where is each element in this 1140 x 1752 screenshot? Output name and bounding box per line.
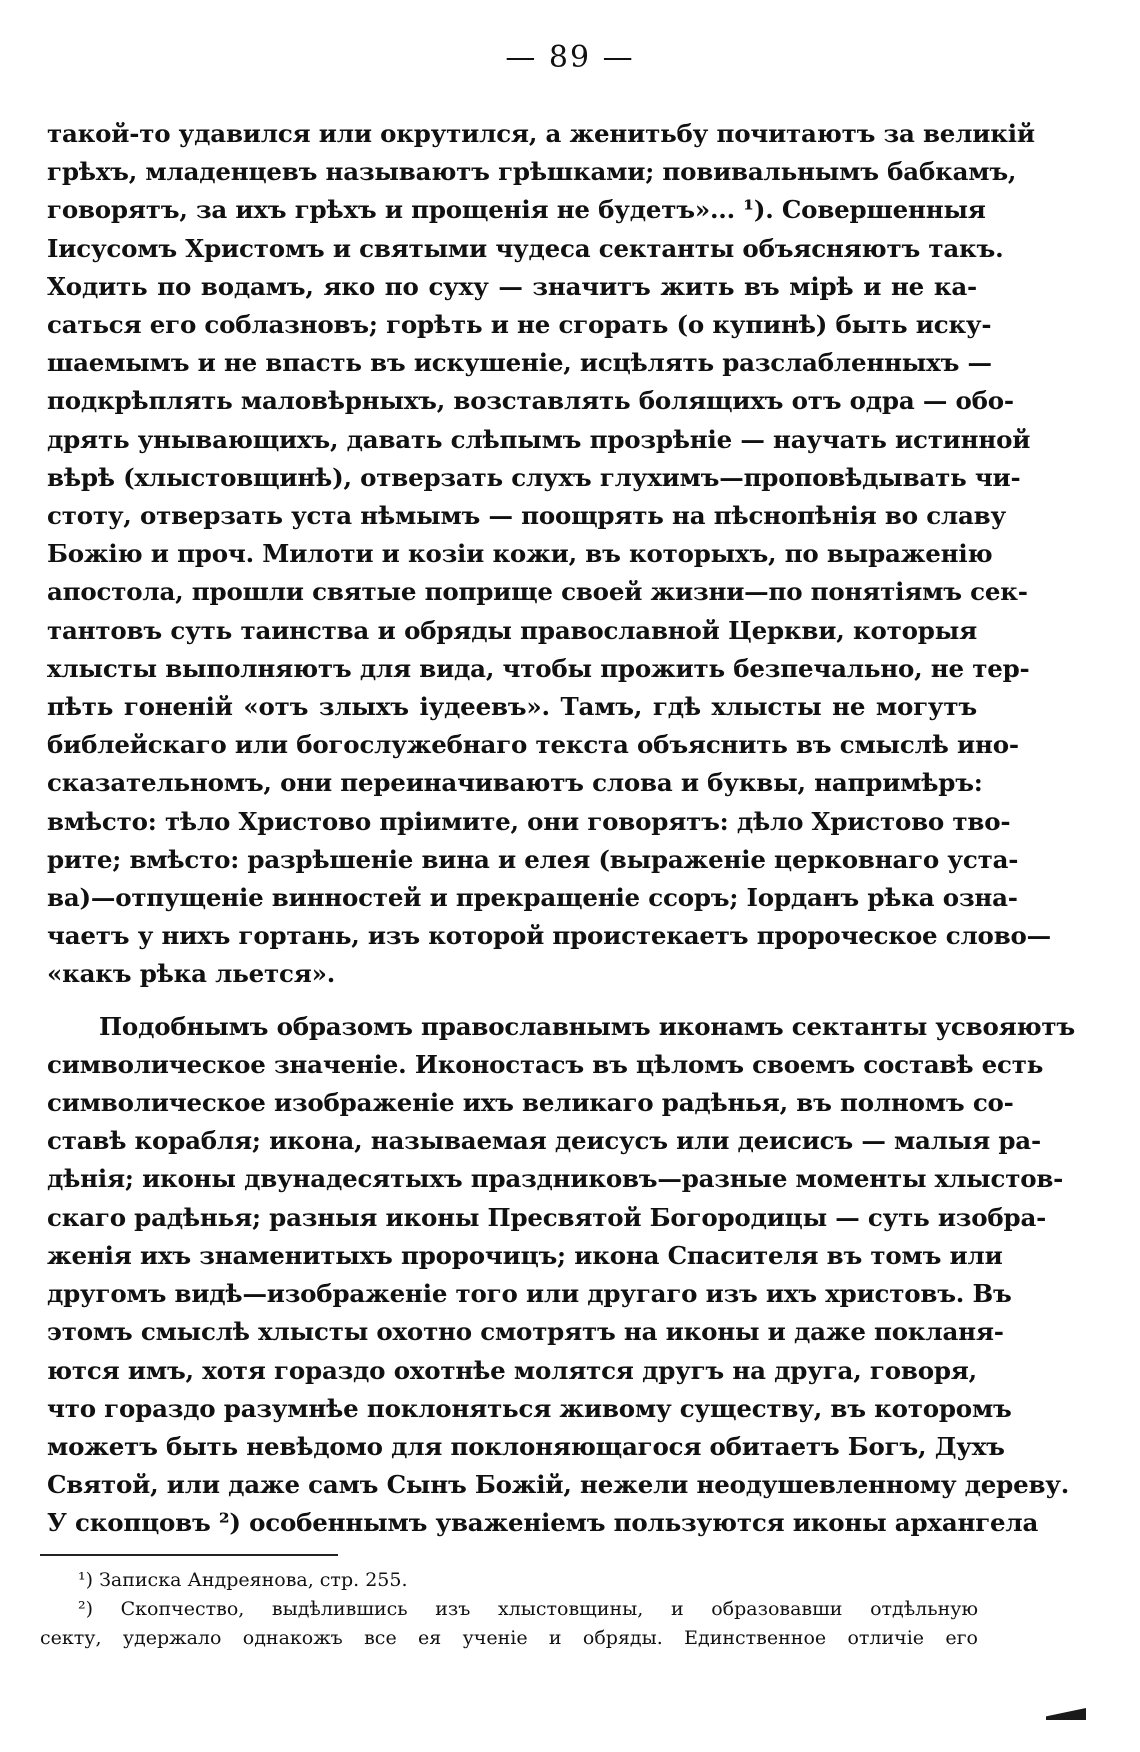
body-text — [47, 115, 1075, 1543]
page-number: — 89 — — [505, 40, 635, 75]
text-line: пѣть гоненій «отъ злыхъ іудеевъ». Тамъ, гдѣ хлысты не могутъ — [47, 692, 977, 722]
text-line: символическое изображеніе ихъ великаго радѣнья, въ полномъ со- — [47, 1088, 1014, 1118]
text-line: «какъ рѣка льется». — [47, 959, 336, 989]
text-line: стоту, отверзать уста нѣмымъ — поощрять на пѣснопѣнія во славу — [47, 501, 1006, 531]
text-line: такой-то удавился или окрутился, а женитьбу почитаютъ за великій — [47, 119, 1035, 148]
text-line: тантовъ суть таинства и обряды православной Церкви, которыя — [47, 615, 977, 645]
text-line: чаетъ у нихъ гортань, изъ которой проистекаетъ пророческое слово— — [47, 921, 1051, 951]
text-line: Подобнымъ образомъ православнымъ иконамъ сектанты усвояютъ — [99, 1011, 1075, 1041]
text-line: Ходить по водамъ, яко по суху — значитъ жить въ мірѣ и не ка- — [47, 271, 977, 301]
text-line: ются имъ, хотя гораздо охотнѣе молятся другъ на друга, говоря, — [47, 1355, 977, 1385]
text-line: саться его соблазновъ; горѣть и не сгорать (о купинѣ) быть иску- — [47, 310, 992, 340]
text-line: сказательномъ, они переиначиваютъ слова и буквы, напримѣръ: — [47, 768, 983, 798]
footnote-1: ¹) Записка Андреянова, стр. 255. — [78, 1569, 408, 1591]
footnote-divider — [40, 1554, 338, 1556]
text-line: говорятъ, за ихъ грѣхъ и прощенія не будетъ»... ¹). Совершенныя — [47, 195, 986, 225]
text-line: Святой, или даже самъ Сынъ Божій, нежели неодушевленному дереву. — [47, 1470, 1070, 1500]
text-line: скаго радѣнья; разныя иконы Пресвятой Богородицы — суть изобра- — [47, 1202, 1047, 1232]
text-line: Божію и проч. Милоти и козіи кожи, въ которыхъ, по выраженію — [47, 539, 993, 569]
text-line: ставѣ корабля; икона, называемая деисусъ или деисисъ — малыя ра- — [47, 1126, 1041, 1156]
text-line: библейскаго или богослужебнаго текста объяснить въ смыслѣ ино- — [47, 730, 1019, 760]
text-line: ва)—отпущеніе винностей и прекращеніе ссоръ; Іорданъ рѣка озна- — [47, 883, 1018, 913]
paragraph — [47, 1008, 1075, 1543]
text-line: можетъ быть невѣдомо для поклоняющагося обитаетъ Богъ, Духъ — [47, 1431, 1005, 1461]
footnote-2-line: секту, удержало однакожъ все ея ученіе и обряды. Единственное отличіе его — [40, 1627, 978, 1649]
print-mark — [1046, 1708, 1086, 1720]
text-line: символическое значеніе. Иконостасъ въ цѣломъ своемъ составѣ есть — [47, 1049, 1044, 1079]
text-line: другомъ видѣ—изображеніе того или другаго изъ ихъ христовъ. Въ — [47, 1279, 1012, 1309]
text-line: апостола, прошли святые поприще своей жизни—по понятіямъ сек- — [47, 577, 1028, 607]
text-line: шаемымъ и не впасть въ искушеніе, исцѣлять разслабленныхъ — — [47, 348, 992, 378]
text-line: Іисусомъ Христомъ и святыми чудеса сектанты объясняютъ такъ. — [47, 233, 1004, 263]
text-line: подкрѣплять маловѣрныхъ, возставлять болящихъ отъ одра — обо- — [47, 386, 1014, 416]
text-line: дрять унывающихъ, давать слѣпымъ прозрѣніе — научать истинной — [47, 424, 1031, 454]
text-line: хлысты выполняютъ для вида, чтобы прожить безпечально, не тер- — [47, 653, 1030, 683]
text-line: вмѣсто: тѣло Христово пріимите, они говорятъ: дѣло Христово тво- — [47, 806, 1011, 836]
footnote-2-line: ²) Скопчество, выдѣлившись изъ хлыстовщины, и образовавши отдѣльную — [78, 1598, 978, 1620]
text-line: что гораздо разумнѣе поклоняться живому существу, въ которомъ — [47, 1393, 1012, 1423]
text-line: этомъ смыслѣ хлысты охотно смотрятъ на иконы и даже покланя- — [47, 1317, 1004, 1347]
text-line: женія ихъ знаменитыхъ пророчицъ; икона Спасителя въ томъ или — [47, 1240, 1003, 1270]
text-line: грѣхъ, младенцевъ называютъ грѣшками; повивальнымъ бабкамъ, — [47, 157, 1017, 187]
text-line: дѣнія; иконы двунадесятыхъ праздниковъ—разные моменты хлыстов- — [47, 1164, 1064, 1194]
text-line: вѣрѣ (хлыстовщинѣ), отверзать слухъ глухимъ—проповѣдывать чи- — [47, 462, 1021, 492]
text-line: У скопцовъ ²) особеннымъ уваженіемъ пользуются иконы архангела — [47, 1508, 1039, 1538]
text-line: рите; вмѣсто: разрѣшеніе вина и елея (выраженіе церковнаго уста- — [47, 844, 1019, 874]
footnotes — [40, 1566, 978, 1653]
paragraph — [47, 115, 1051, 994]
